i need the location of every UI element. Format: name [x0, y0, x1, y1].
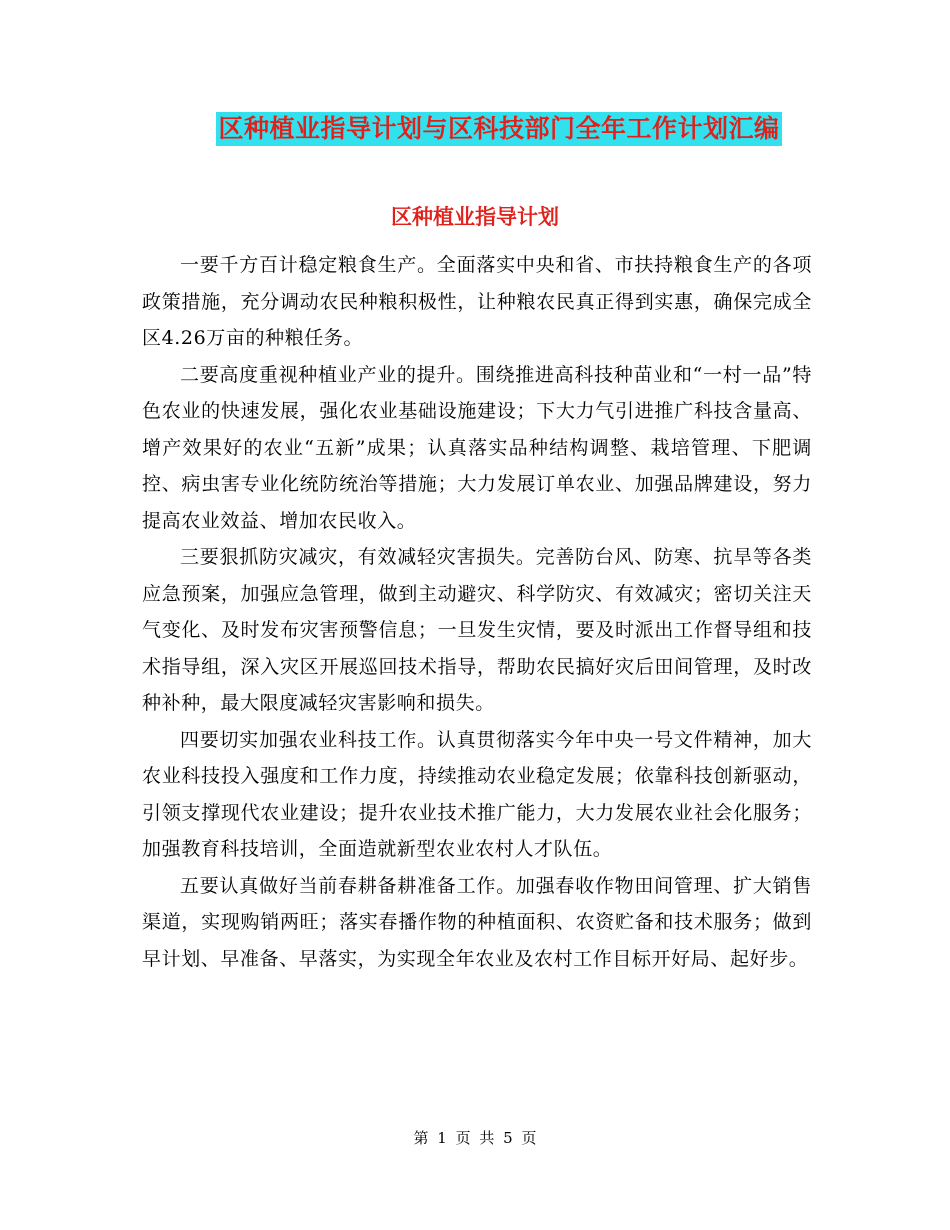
- page-footer: 第 1 页 共 5 页: [413, 1129, 537, 1147]
- section-title: 区种植业指导计划: [391, 205, 559, 229]
- paragraph-3: 三要狠抓防灾减灾，有效减轻灾害损失。完善防台风、防寒、抗旱等各类应急预案，加强应急管理，做到主动避灾、科学防灾、有效减灾；密切关注天气变化、及时发布灾害预警信息；一旦发生灾情，要及时派出工作督导组和技术指导组，深入灾区开展巡回技术指导，帮助农民搞好灾后田间管理，及时改种补种，最大限度减轻灾害影响和损失。: [142, 546, 812, 714]
- paragraph-2: 二要高度重视种植业产业的提升。围绕推进高科技种苗业和“一村一品”特色农业的快速发展，强化农业基础设施建设；下大力气引进推广科技含量高、增产效果好的农业“五新”成果；认真落实品种结构调整、栽培管理、下肥调控、病虫害专业化统防统治等措施；大力发展订单农业、加强品牌建设，努力提高农业效益、增加农民收入。: [142, 363, 812, 532]
- main-title-container: [0, 112, 950, 146]
- paragraph-1: 一要千方百计稳定粮食生产。全面落实中央和省、市扶持粮食生产的各项政策措施，充分调动农民种粮积极性，让种粮农民真正得到实惠，确保完成全区4.26万亩的种粮任务。: [142, 254, 812, 349]
- paragraph-5: 五要认真做好当前春耕备耕准备工作。加强春收作物田间管理、扩大销售渠道，实现购销两旺；落实春播作物的种植面积、农资贮备和技术服务；做到早计划、早准备、早落实，为实现全年农业及农村工作目标开好局、起好步。: [142, 874, 812, 970]
- paragraph-4: 四要切实加强农业科技工作。认真贯彻落实今年中央一号文件精神，加大农业科技投入强度和工作力度，持续推动农业稳定发展；依靠科技创新驱动，引领支撑现代农业建设；提升农业技术推广能力，大力发展农业社会化服务；加强教育科技培训，全面造就新型农业农村人才队伍。: [142, 728, 812, 860]
- main-title: 区种植业指导计划与区科技部门全年工作计划汇编: [216, 112, 781, 146]
- document-body: [142, 247, 812, 977]
